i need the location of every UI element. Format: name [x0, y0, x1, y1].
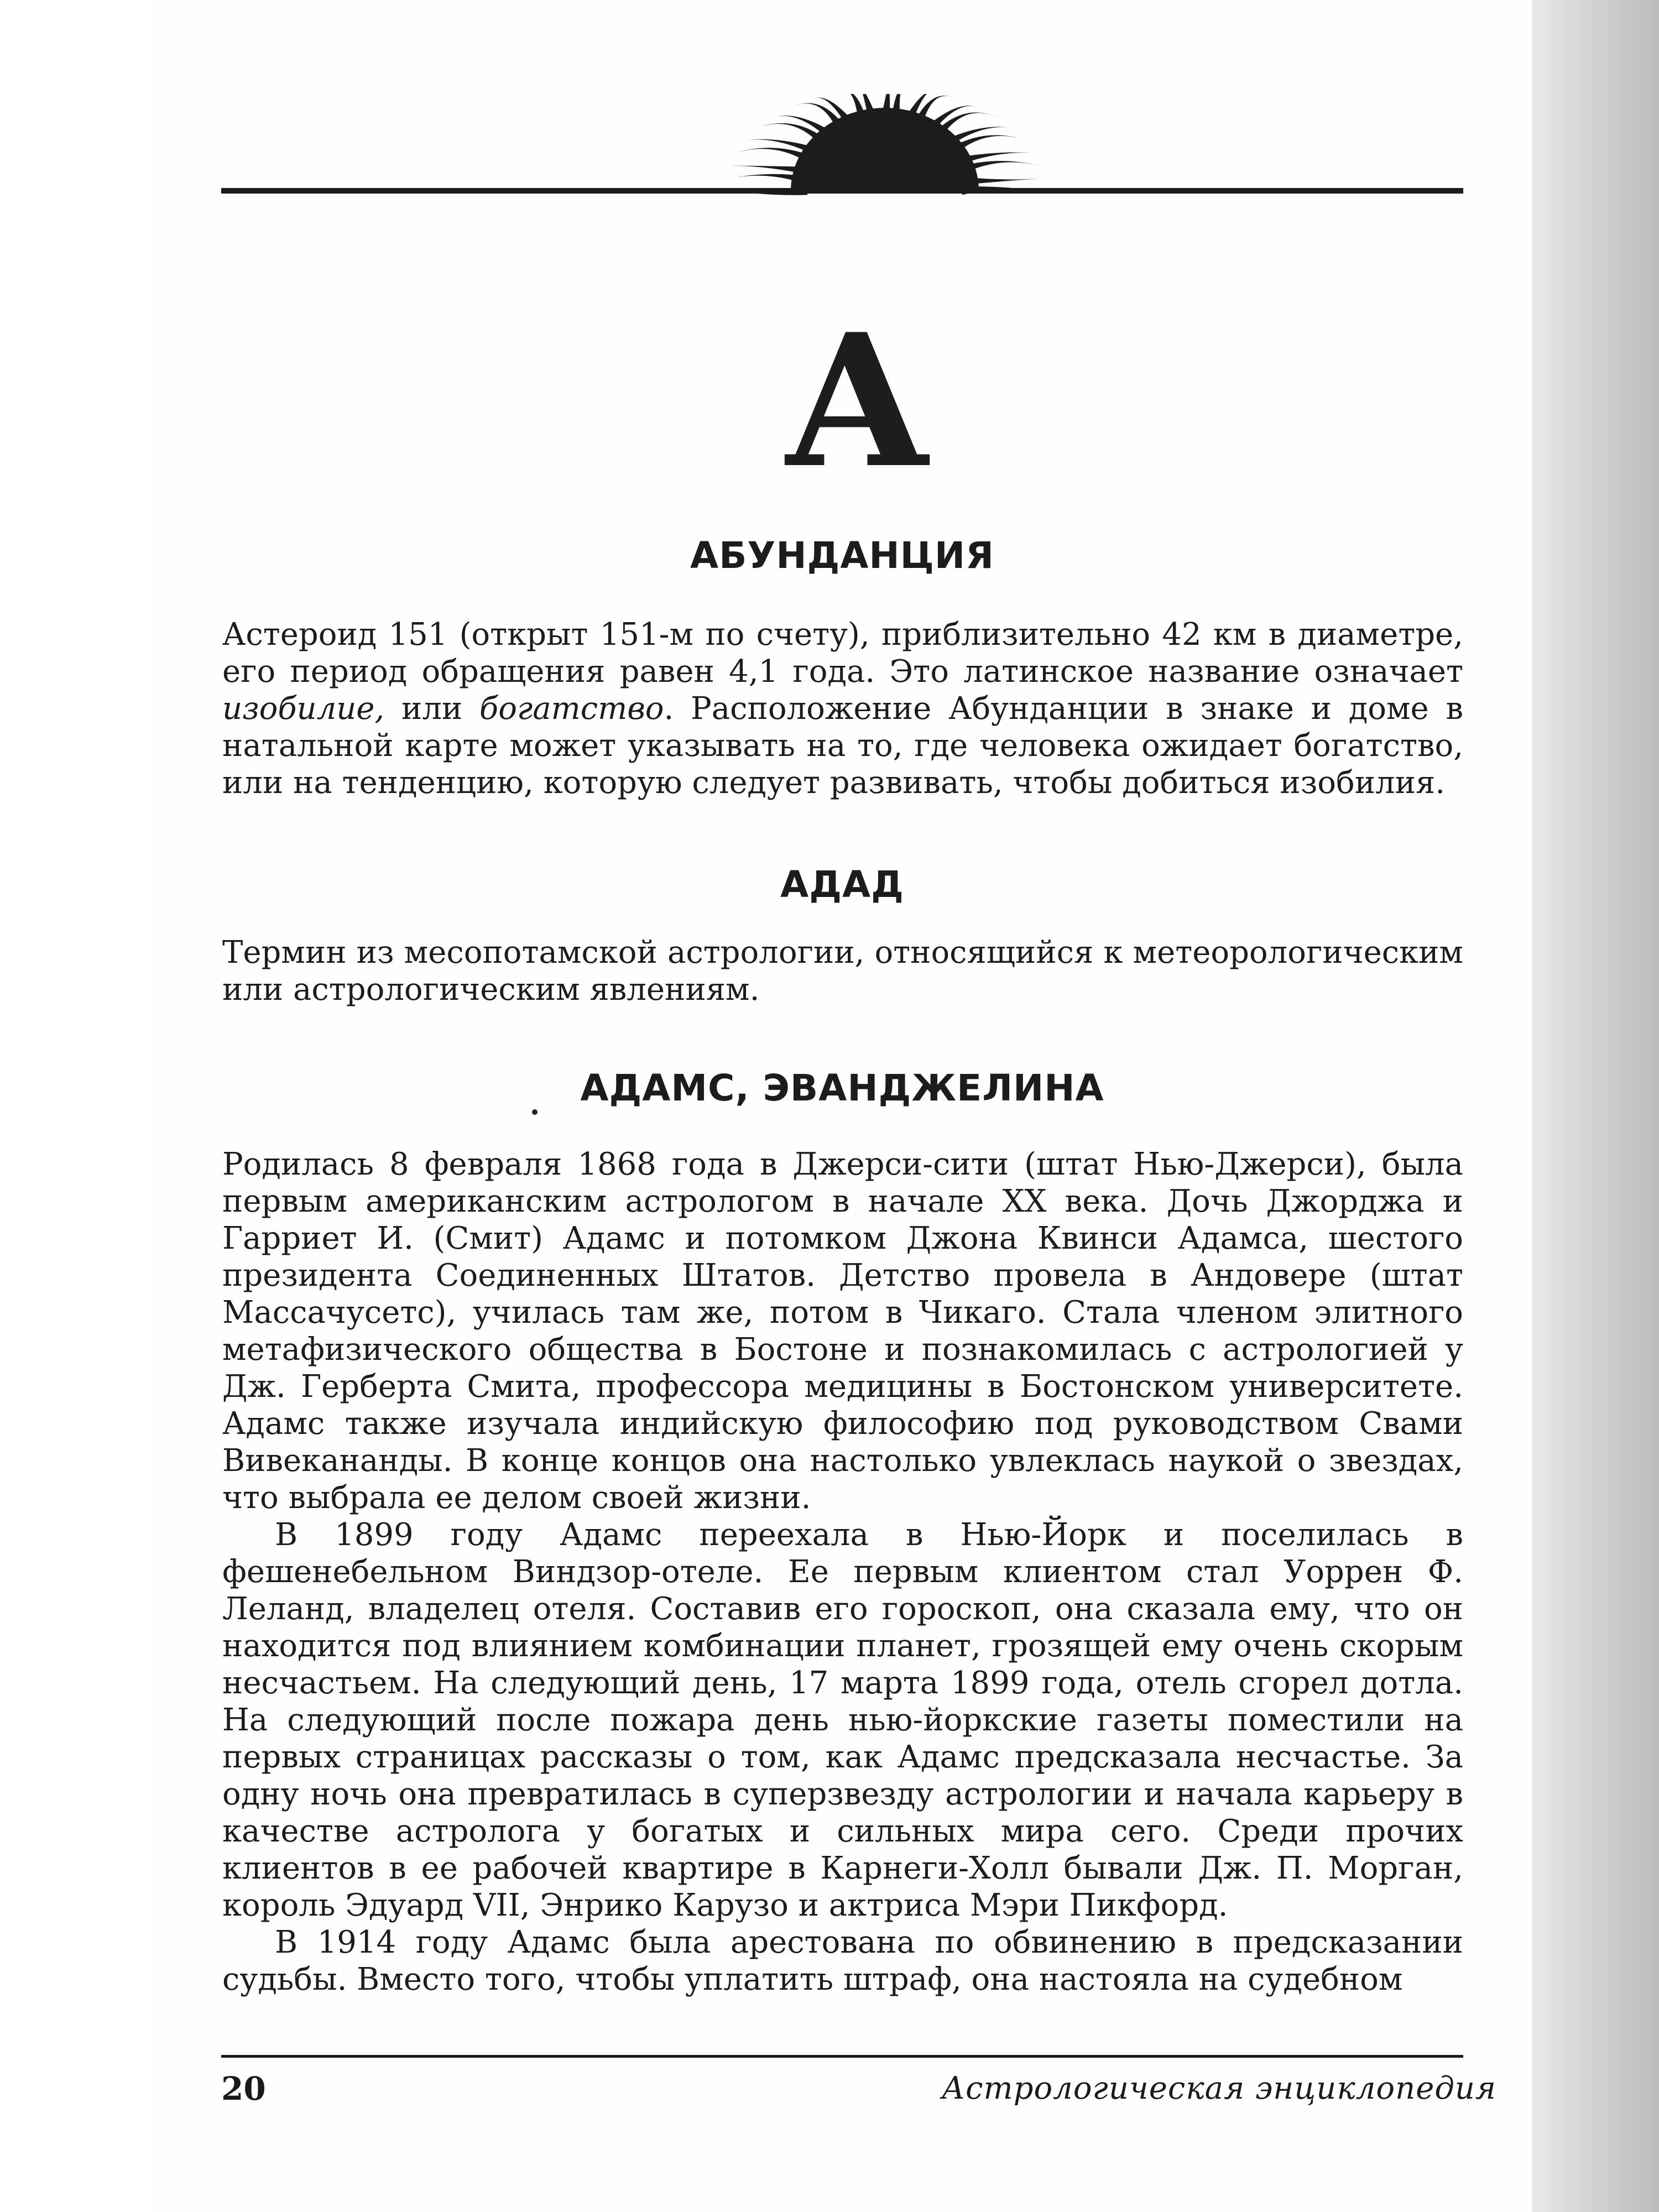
entry-paragraph: Термин из месопотамской астрологии, относящийся к метеорологическим или астрологическим явлениям. [222, 935, 1463, 1008]
entry-paragraph: Астероид 151 (открыт 151-м по счету), приблизительно 42 км в диаметре, его период обращения равен 4,1 года. Это латинское название означает изобилие, или богатство. Расположение Абунданции в знаке и доме в натальной карте может указывать на то, где человека ожидает богатство, или на тенденцию, которую следует развивать, чтобы добиться изобилия. [222, 617, 1463, 801]
entry-body-abundantia [222, 616, 1463, 801]
entry-paragraph: В 1914 году Адамс была арестована по обвинению в предсказании судьбы. Вместо того, чтобы уплатить штраф, она настояла на судебном [222, 1924, 1463, 1997]
footer-rule [221, 2055, 1463, 2058]
entry-heading-abundantia: АБУНДАНЦИЯ [690, 534, 994, 577]
entry-body-adad [222, 934, 1463, 1008]
entry-paragraph: В 1899 году Адамс переехала в Нью-Йорк и поселилась в фешенебельном Виндзор-отеле. Ее первым клиентом стал Уоррен Ф. Леланд, владелец отеля. Составив его гороскоп, она сказала ему, что он находится под влиянием комбинации планет, грозящей ему очень скорым несчастьем. На следующий день, 17 марта 1899 года, отель сгорел дотла. На следующий после пожара день нью-йоркские газеты поместили на первых страницах рассказы о том, как Адамс предсказала несчастье. За одну ночь она превратилась в суперзвезду астрологии и начала карьеру в качестве астролога у богатых и сильных мира сего. Среди прочих клиентов в ее рабочей квартире в Карнеги-Холл бывали Дж. П. Морган, король Эдуард VII, Энрико Карузо и актриса Мэри Пикфорд. [222, 1517, 1463, 1923]
entry-body-adams [222, 1146, 1463, 1998]
scan-edge-shadow [1532, 0, 1659, 2212]
entry-heading-adad: АДАД [780, 863, 904, 906]
section-letter: А [782, 294, 932, 508]
entry-paragraph: Родилась 8 февраля 1868 года в Джерси-сити (штат Нью-Джерси), была первым американским астрологом в начале XX века. Дочь Джорджа и Гарриет И. (Смит) Адамс и потомком Джона Квинси Адамса, шестого президента Соединенных Штатов. Детство провела в Андовере (штат Массачусетс), училась там же, потом в Чикаго. Стала членом элитного метафизического общества в Бостоне и познакомилась с астрологией у Дж. Герберта Смита, профессора медицины в Бостонском университете. Адамс также изучала индийскую философию под руководством Свами Вивекананды. В конце концов она настолько увлеклась наукой о звездах, что выбрала ее делом своей жизни. [222, 1146, 1463, 1516]
header-rule [221, 188, 1463, 194]
entry-heading-adams: АДАМС, ЭВАНДЖЕЛИНА [580, 1067, 1104, 1109]
rising-sun-ornament-icon [608, 94, 1161, 196]
page-number: 20 [221, 2070, 266, 2107]
running-title: Астрологическая энциклопедия [941, 2070, 1496, 2106]
